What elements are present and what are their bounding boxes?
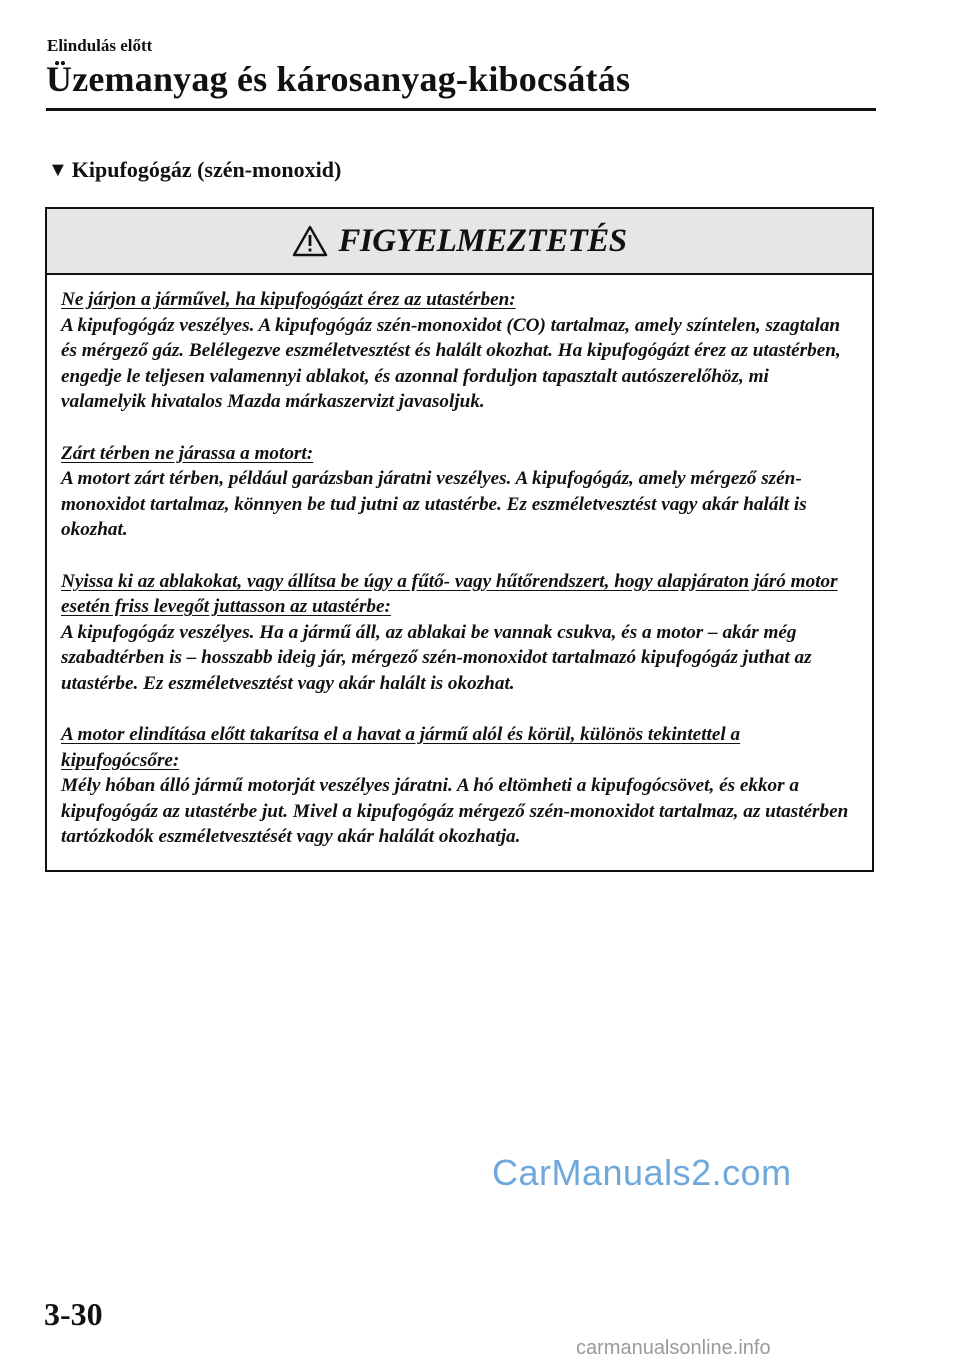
warning-paragraph bbox=[61, 441, 858, 543]
warning-triangle-icon bbox=[292, 225, 328, 257]
warning-title: FIGYELMEZTETÉS bbox=[338, 222, 627, 259]
warning-body bbox=[47, 275, 872, 850]
paragraph-heading: Ne járjon a járművel, ha kipufogógázt érez az utastérben: bbox=[61, 289, 516, 310]
warning-paragraph bbox=[61, 287, 858, 415]
paragraph-body: A motort zárt térben, például garázsban járatni veszélyes. A kipufogógáz, amely mérgező szén-monoxidot tartalmaz, könnyen be tud jutni az utastérbe. Ez eszméletvesztést vagy akár halált is okozhat. bbox=[61, 468, 807, 541]
paragraph-heading: Zárt térben ne járassa a motort: bbox=[61, 442, 314, 464]
warning-box bbox=[45, 207, 874, 872]
chapter-title: Üzemanyag és károsanyag-kibocsátás bbox=[46, 59, 631, 99]
title-rule bbox=[46, 108, 876, 111]
paragraph-body: A kipufogógáz veszélyes. Ha a jármű áll, az ablakai be vannak csukva, és a motor – akár még szabadtérben is – hosszabb ideig jár, mérgező szén-monoxidot tartalmazó kipufogógáz juthat az utastérbe. Ez eszméletvesztést vagy akár halált is okozhat. bbox=[61, 621, 812, 694]
warning-paragraph bbox=[61, 569, 858, 697]
section-label: Elindulás előtt bbox=[47, 36, 153, 55]
paragraph-heading: A motor elindítása előtt takarítsa el a havat a jármű alól és körül, különös tekintettel a kipufogócsőre: bbox=[61, 724, 741, 771]
footer-source: carmanualsonline.info bbox=[576, 1337, 771, 1359]
paragraph-body: Mély hóban álló jármű motorját veszélyes járatni. A hó eltömheti a kipufogócsövet, és ekkor a kipufogógáz az utastérbe jut. Mivel a kipufogógáz mérgező szén-monoxidot tartalmaz, az utastérben tartózkodók eszméletvesztését vagy akár halálát okozhatja. bbox=[61, 775, 849, 848]
watermark: CarManuals2.com bbox=[492, 1152, 792, 1193]
triangle-marker-icon: ▼ bbox=[48, 159, 68, 181]
paragraph-heading: Nyissa ki az ablakokat, vagy állítsa be úgy a fűtő- vagy hűtőrendszert, hogy alapjáraton járó motor esetén friss levegőt juttasson az utastérbe: bbox=[61, 570, 838, 618]
warning-header bbox=[47, 209, 872, 275]
paragraph-body: A kipufogógáz veszélyes. A kipufogógáz szén-monoxidot (CO) tartalmaz, amely színtelen, szagtalan és mérgező gáz. Belélegezve eszméletvesztést és halált okozhat. Ha kipufogógázt érez az utastérben, engedje le teljesen valamennyi ablakot, és azonnal forduljon tapasztalt autószerelőhöz, mi valamelyik hivatalos Mazda márkaszervizt javasoljuk. bbox=[61, 314, 841, 413]
subheading bbox=[48, 157, 341, 183]
page-number: 3-30 bbox=[44, 1296, 103, 1332]
warning-paragraph bbox=[61, 722, 858, 850]
subheading-text: Kipufogógáz (szén-monoxid) bbox=[71, 157, 342, 182]
